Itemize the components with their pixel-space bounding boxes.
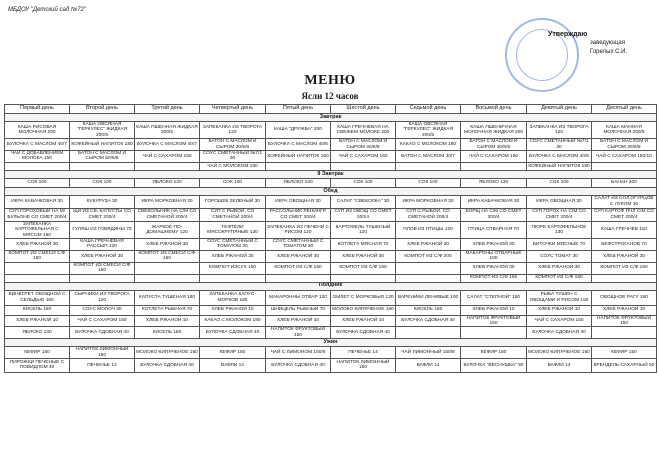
menu-cell: ЧАЙ ЛИМОННЫЙ 150/8 <box>396 347 461 359</box>
menu-cell: ПЕЧЕНЬЕ 14 <box>331 347 396 359</box>
approve-position: заведующая <box>590 40 625 46</box>
menu-cell: НАПИТОК ЛИМОННЫЙ 150 <box>70 347 135 359</box>
section-title: Ужин <box>5 339 657 347</box>
menu-cell: МАКАРОНЫ ОТВАРНЫЕ 100 <box>461 250 527 262</box>
menu-cell: ХЛЕБ РЖАНОЙ 10 <box>266 315 331 327</box>
menu-cell <box>70 274 135 282</box>
menu-cell: КАША ОВСЯНАЯ "ГЕРКУЛЕС" ЖИДКАЯ 200/5 <box>396 122 461 139</box>
menu-cell: СОУС СМЕТАННЫЙ С ТОМАТОМ 30 <box>200 239 266 251</box>
menu-cell <box>461 162 527 170</box>
menu-row <box>5 151 657 163</box>
day-header: Девятый день <box>527 105 592 114</box>
menu-cell: КАША РИСОВАЯ МОЛОЧНАЯ 200 <box>5 122 70 139</box>
menu-cell: ЗАПЕКАНКА КАПУС- МОРКОВ 180 <box>200 290 266 305</box>
menu-row <box>5 239 657 251</box>
menu-cell: ИКРА КАБАЧКОВАЯ 30 <box>461 195 527 208</box>
menu-cell: ЧАЙ С САХАРОМ 150/10 <box>592 151 657 163</box>
menu-row <box>5 290 657 305</box>
menu-cell: ЯБЛОКО 130 <box>461 178 527 187</box>
menu-cell: СОК 100 <box>331 178 396 187</box>
menu-cell: ХЛЕБ РЖАНОЙ 30 <box>5 239 70 251</box>
menu-cell: КАПУСТА ТУШЕНАЯ 180 <box>135 290 200 305</box>
menu-cell: БУЛОЧКА СДОБНАЯ 40 <box>527 327 592 339</box>
menu-cell: ХЛЕБ РЖАНОЙ 10 <box>135 315 200 327</box>
menu-cell: ЗАПЕКАНКА ИЗ ТВОРОГА 120 <box>527 122 592 139</box>
approve-title: Утверждаю <box>548 31 588 38</box>
day-header: Седьмой день <box>396 105 461 114</box>
menu-cell: БАТОН С МАСЛОМ И СЫРОМ 40/6/8 <box>331 139 396 151</box>
day-header: Шестой день <box>331 105 396 114</box>
menu-cell: ЯБЛОКО 130 <box>135 178 200 187</box>
section-header-row <box>5 282 657 290</box>
menu-cell: ХЛЕБ РЖАНОЙ 30 <box>461 262 527 274</box>
menu-cell: КОМПОТ ИЗ СМЕСИ С/Ф 150 <box>70 262 135 274</box>
menu-cell: ПИРОЖКИ ПЕЧЕНЫЕ С ПОВИДЛОМ 40 <box>5 358 70 372</box>
menu-cell: СОК 100 <box>396 178 461 187</box>
section-header-row <box>5 187 657 195</box>
menu-cell: ХЛЕБ РЖАНОЙ 30 <box>331 250 396 262</box>
menu-cell: ЧАЙ С МОЛОКОМ 180 <box>200 162 266 170</box>
menu-cell <box>266 274 331 282</box>
menu-row <box>5 195 657 208</box>
menu-cell: СОУС СМЕТАННЫЙ С ТОМАТОМ 30 <box>266 239 331 251</box>
menu-cell: КРЕНДЕЛЬ САХАРНЫЙ 50 <box>592 358 657 372</box>
menu-cell: БУЛОЧКА СДОБНАЯ 40 <box>266 358 331 372</box>
menu-cell: СОУС МОЛОЧ 30 <box>70 305 135 315</box>
section-header-row <box>5 114 657 122</box>
menu-cell: БУЛОЧКА С МАСЛОМ 40/6 <box>266 139 331 151</box>
menu-cell: ХЛЕБ РЖАНОЙ 30 <box>70 250 135 262</box>
menu-row <box>5 358 657 372</box>
menu-cell: ИКРА МОРКОВНАЯ 30 <box>396 195 461 208</box>
menu-cell <box>5 162 70 170</box>
menu-cell: СОУС СМЕТАННЫЙ №7/1 30 <box>200 151 266 163</box>
menu-cell: КАША МАННАЯ МОЛОЧНАЯ 200/5 <box>592 122 657 139</box>
menu-cell: САЛАТ ИЗ СОЛ.ОГУРЦОВ С ЛУКОМ 30 <box>592 195 657 208</box>
day-header: Пятый день <box>266 105 331 114</box>
menu-cell: КЕФИР 150 <box>461 347 527 359</box>
menu-cell: ХЛЕБ РЖАНОЙ 30 <box>461 239 527 251</box>
menu-cell: СОУС СМЕТАННЫЙ №7/1 30 <box>527 139 592 151</box>
menu-cell: КАРТОФЕЛЬ ТУШЕНЫЙ 120 <box>331 221 396 238</box>
menu-cell: ЧАЙ С САХАРОМ 150 <box>70 315 135 327</box>
menu-cell <box>396 274 461 282</box>
menu-cell: ЧАЙ С САХАРОМ 150 <box>527 315 592 327</box>
menu-cell: БУЛОЧКА С МАСЛОМ 40/7 <box>5 139 70 151</box>
menu-row <box>5 139 657 151</box>
section-header-row <box>5 170 657 178</box>
menu-cell: БАНАН 200 <box>592 178 657 187</box>
menu-cell: СОК 100 <box>70 178 135 187</box>
menu-cell: КАКАО С МОЛОКОМ 180 <box>200 315 266 327</box>
menu-cell: ЗАПЕКАНКА ИЗ ПЕЧЕНИ С РИСОМ 120 <box>266 221 331 238</box>
menu-cell: КОМПОТ ИЗСУХ 150 <box>200 262 266 274</box>
menu-cell: БУЛОЧКА С МАСЛОМ 40/7 <box>135 139 200 151</box>
menu-cell: САЛАТ "СТЕПНОЙ" 150 <box>461 290 527 305</box>
section-title: Завтрак <box>5 114 657 122</box>
menu-cell: ПЮРЕ КАРТОФЕЛЬНОЕ 130 <box>527 221 592 238</box>
menu-cell: ХЛЕБ РЖАНОЙ 10 <box>592 305 657 315</box>
menu-cell: ВАФЛИ 14 <box>396 358 461 372</box>
menu-cell: ГУЛЯШ ИЗ ГОВЯДИНЫ 70 <box>70 221 135 238</box>
menu-cell: КОМПОТ ИЗ С/Ф 150 <box>331 262 396 274</box>
menu-cell <box>135 274 200 282</box>
menu-cell <box>200 274 266 282</box>
menu-cell: БУЛОЧКА СДОБНАЯ 40 <box>135 358 200 372</box>
menu-cell: СЫРНИКИ ИЗ ТВОРОГА 120 <box>70 290 135 305</box>
menu-cell: КЕФИР 150 <box>592 347 657 359</box>
menu-cell: ХЛЕБ РЖАНОЙ 10 <box>331 315 396 327</box>
section-title: Полдник <box>5 282 657 290</box>
menu-cell: ПЛОВ ИЗ ПТИЦЫ 120 <box>396 221 461 238</box>
organization-name: МБДОУ "Детский сад №72" <box>8 7 87 13</box>
menu-cell: НАПИТОК ФРУКТОВЫЙ 150 <box>461 315 527 327</box>
menu-cell: КОФЕЙНЫЙ НАПИТОК 180 <box>70 139 135 151</box>
day-header: Восьмой день <box>461 105 527 114</box>
menu-cell: БАТОН С МАСЛОМ И СЫРОМ 50/6/6 <box>70 151 135 163</box>
menu-cell: КАКАО С МОЛОКОМ 180 <box>396 139 461 151</box>
menu-cell: КОФЕЙНЫЙ НАПИТОК 160 <box>266 151 331 163</box>
menu-cell: КЕФИР 150 <box>5 347 70 359</box>
menu-cell: КОТЛЕТА РЫБНАЯ 70 <box>135 305 200 315</box>
page-subtitle: Ясли 12 часов <box>301 91 359 101</box>
menu-cell: ИКРА ОВОЩНАЯ 30 <box>527 195 592 208</box>
menu-cell: СВЕКОЛЬНИК НА С/М СО СМЕТАНОЙ 200/4 <box>135 208 200 221</box>
menu-cell: ХЛЕБ РЖАНОЙ 10 <box>461 305 527 315</box>
menu-cell <box>461 327 527 339</box>
menu-cell: ЧАЙ С ЛИМОНОМ 150/5 <box>266 347 331 359</box>
menu-cell: КАША "ДРУЖБА" 200 <box>266 122 331 139</box>
menu-cell: КИСЕЛЬ 180 <box>135 327 200 339</box>
menu-table <box>4 104 657 373</box>
menu-cell: ХЛЕБ РЖАНОЙ 30 <box>266 250 331 262</box>
menu-cell: СОК 100 <box>527 178 592 187</box>
menu-cell: ВИНЕГРЕТ ОВОЩНОЙ С СЕЛЬДЬЮ 160 <box>5 290 70 305</box>
approve-name: Горелых С.И. <box>590 49 628 55</box>
menu-cell: САЛАТ "СВЕКОЛКА" 30 <box>331 195 396 208</box>
menu-cell <box>331 162 396 170</box>
menu-cell <box>592 327 657 339</box>
menu-cell: ИКРА ОВОЩНАЯ 30 <box>266 195 331 208</box>
menu-cell: КОМПОТ ИЗ С/Ф 150 <box>592 262 657 274</box>
menu-cell: КАША ГРЕЧНЕВАЯ НА СВЕЖЕМ МОЛОКЕ 200 <box>331 122 396 139</box>
menu-cell: КОФЕЙНЫЙ НАПИТОК 180 <box>528 163 590 169</box>
menu-cell: ЗАПЕКАНКА КАРТОФЕЛЬНАЯ С МЯСОМ 150 <box>5 221 70 238</box>
menu-cell: КИСЕЛЬ 180 <box>5 305 70 315</box>
menu-cell: ОМЛЕТ С МОРКОВЬЮ 130 <box>331 290 396 305</box>
menu-row <box>5 122 657 139</box>
menu-cell <box>70 162 135 170</box>
menu-cell: МОЛОКО КИПЯЧЕНОЕ 150 <box>527 347 592 359</box>
menu-row <box>5 327 657 339</box>
menu-cell: КАША ОВСЯНАЯ "ГЕРКУЛЕС" ЖИДКАЯ 200/5 <box>70 122 135 139</box>
menu-cell: СУП С РЫБОЙ, СО СМЕТАНОЙ 200/4 <box>396 208 461 221</box>
section-title: II Завтрак <box>5 170 657 178</box>
section-title: Обед <box>5 187 657 195</box>
menu-cell: БЕФСТРОГАНОВ 70 <box>592 239 657 251</box>
menu-cell: БУЛОЧКА С МАСЛОМ 40/6 <box>527 151 592 163</box>
menu-cell: КАША ПШЕННАЯ ЖИДКАЯ 200/5 <box>135 122 200 139</box>
menu-cell: БУЛОЧКА СДОБНАЯ 40 <box>70 327 135 339</box>
menu-cell: ХЛЕБ РЖАНОЙ 30 <box>200 250 266 262</box>
menu-cell: ХЛЕБ РЖАНОЙ 30 <box>396 239 461 251</box>
menu-cell: ЩИ ИЗ СВ. КАПУСТЫ СО СМЕТ 200/4 <box>70 208 135 221</box>
menu-cell: БОРЩ НА С/М СО СМЕТ 200/4 <box>461 208 527 221</box>
menu-cell: ЧАЙ С ДОБАВЛЕНИЕМ МОЛОКА 150 <box>5 151 70 163</box>
menu-cell: БУЛОЧКА СДОБНАЯ 40 <box>200 327 266 339</box>
menu-cell: КУКУРУЗА 30 <box>70 195 135 208</box>
day-header: Четвертый день <box>200 105 266 114</box>
menu-row <box>5 315 657 327</box>
menu-cell: ПЕЧЕНЬЕ 14 <box>70 358 135 372</box>
menu-cell: БАТОН С МАСЛОМ И СЫРОМ 30/6/8 <box>461 139 527 151</box>
menu-cell: СУП С РЫБОЙ, СО СМЕТАНОЙ 200/4 <box>200 208 266 221</box>
menu-cell: СОК 100 <box>5 178 70 187</box>
day-header: Третий день <box>135 105 200 114</box>
menu-cell: КОМПОТ ИЗ С/Ф 200 <box>396 250 461 262</box>
menu-cell: ЧАЙ С САХАРОМ 150 <box>461 151 527 163</box>
page-title: МЕНЮ <box>304 73 356 88</box>
menu-cell: СОУС ТОМАТ 30 <box>527 250 592 262</box>
menu-row <box>5 162 657 170</box>
menu-cell: ОВОЩНОЕ РАГУ 180 <box>592 290 657 305</box>
menu-cell: БАТОН С МАСЛОМ 30/7 <box>396 151 461 163</box>
menu-cell: ХЛЕБ РЖАНОЙ 10 <box>200 305 266 315</box>
menu-cell <box>5 274 70 282</box>
day-header: Первый день <box>5 105 70 114</box>
menu-cell: ЖАРКОЕ ПО-ДОМАШНЕМУ 120 <box>135 221 200 238</box>
menu-cell: ХЛЕБ РЖАНОЙ 10 <box>527 305 592 315</box>
menu-cell: ПТИЦА ОТВАРНАЯ 70 <box>461 221 527 238</box>
day-header: Десятый день <box>592 105 657 114</box>
menu-cell: КАША ГРЕЧНЕВАЯ РАССЫП 120 <box>70 239 135 251</box>
menu-cell: ИКРА КАБАЧКОВАЯ 30 <box>5 195 70 208</box>
menu-cell: ШНИЦЕЛЬ РЫБНЫЙ 70 <box>266 305 331 315</box>
menu-cell: КОМПОТ ИЗ СМЕСИ С/Ф 150 <box>135 250 200 262</box>
menu-cell: БУЛОЧКА "ВЕСНУШКА" 50 <box>461 358 527 372</box>
menu-row <box>5 208 657 221</box>
menu-cell: КОМПОТ ИЗ С/Ф 150 <box>266 262 331 274</box>
menu-row <box>5 347 657 359</box>
menu-cell <box>331 274 396 282</box>
section-header-row <box>5 339 657 347</box>
menu-cell: КИСЕЛЬ 180 <box>396 305 461 315</box>
menu-cell: ХЛЕБ РЖАНОЙ 30 <box>135 239 200 251</box>
menu-cell: БИТОЧКИ МЯСНЫЕ 70 <box>527 239 592 251</box>
approval-block <box>548 30 627 57</box>
menu-cell: ХЛЕБ РЖАНОЙ 30 <box>592 250 657 262</box>
menu-cell <box>396 262 461 274</box>
menu-cell: ВАФЛИ 14 <box>527 358 592 372</box>
menu-row <box>5 262 657 274</box>
menu-cell: ЯБЛОКО 130 <box>266 178 331 187</box>
menu-cell: БУЛОЧКА СДОБНАЯ 40 <box>396 315 461 327</box>
menu-cell: ЯБЛОКО 130 <box>5 327 70 339</box>
menu-cell <box>5 262 70 274</box>
menu-cell: КОМПОТ ИЗ СМЕСИ С/Ф 150 <box>5 250 70 262</box>
menu-cell: ЗАПЕКАНКА ИЗ ТВОРОГА 120 <box>200 122 266 139</box>
menu-cell: НАПИТОК ЛИМОННЫЙ 150 <box>331 358 396 372</box>
menu-cell: КАША ПШЕНИЧНАЯ МОЛОЧНАЯ ЖИДКАЯ 200 <box>461 122 527 139</box>
menu-cell: ЧАЙ С САХАРОМ 150 <box>135 151 200 163</box>
menu-cell <box>396 162 461 170</box>
menu-cell: НАПИТОК ФРУКТОВЫЙ 150 <box>592 315 657 327</box>
menu-cell: ТЕФТЕЛИ МЯСОКРУПЯНЫЕ 130 <box>200 221 266 238</box>
menu-cell: ХЛЕБ РЖАНОЙ 30 <box>527 262 592 274</box>
menu-cell <box>396 327 461 339</box>
menu-cell <box>592 162 657 170</box>
menu-cell <box>592 274 657 282</box>
day-header-row <box>5 105 657 114</box>
menu-cell: ХЛЕБ РЖАНОЙ 10 <box>5 315 70 327</box>
menu-cell: КОТЛЕТА МЯСНАЯ 70 <box>331 239 396 251</box>
menu-cell: ЧАЙ С САХАРОМ 150 <box>331 151 396 163</box>
menu-row <box>5 178 657 187</box>
menu-cell: ИКРА МОРКОВНАЯ 30 <box>135 195 200 208</box>
menu-cell: ГОРОШЕК ЗЕЛЕНЫЙ 30 <box>200 195 266 208</box>
menu-cell: БУЛОЧКА СДОБНАЯ 40 <box>331 327 396 339</box>
menu-body <box>5 114 657 373</box>
menu-cell <box>135 162 200 170</box>
menu-cell: СУП КАРТОФ ПЧЛ С/М СО СМЕТ 200/4 <box>592 208 657 221</box>
menu-cell: РЫБА ТУШЕН С ОВОЩАМИ И РИСОМ 150 <box>527 290 592 305</box>
menu-cell: КЕФИР 150 <box>200 347 266 359</box>
menu-cell: КОМПОТ ИЗ С/Ф 150 <box>461 274 527 282</box>
menu-cell: СУП ИЗ ОВОЩ СО СМЕТ 200/4 <box>331 208 396 221</box>
menu-cell: НАПИТОК ФРУКТОВЫЙ 150 <box>266 327 331 339</box>
menu-cell <box>266 162 331 170</box>
menu-cell <box>135 262 200 274</box>
menu-cell: ВАФЛИ 14 <box>200 358 266 372</box>
menu-cell: КАША ГРЕЧНЕВ 110 <box>592 221 657 238</box>
menu-row <box>5 274 657 282</box>
menu-cell: ВАРЕНИКИ ЛЕНИВЫЕ 100 <box>396 290 461 305</box>
menu-cell: БАТОН С МАСЛОМ И СЫРОМ 30/6/8 <box>592 139 657 151</box>
menu-cell: СУП ГОРОХ НА С/М СО СМЕТ 200/4 <box>527 208 592 221</box>
menu-cell: РАССОЛЬНИК ЛЕНИНГР. СО СМЕТ 200/4 <box>266 208 331 221</box>
menu-row <box>5 221 657 238</box>
menu-cell: МОЛОКО КИПЯЧЕНОЕ 150 <box>135 347 200 359</box>
menu-row <box>5 250 657 262</box>
menu-cell: СУП ГОРОХОВЫЙ НА М/ БУЛЬОНЕ СО СМЕТ 200/4 <box>5 208 70 221</box>
menu-cell: КОМПОТ ИЗ С/Ф 150 <box>527 274 592 282</box>
menu-row <box>5 305 657 315</box>
menu-cell: БАТОН С МАСЛОМ И СЫРОМ 30/6/8 <box>200 139 266 151</box>
day-header: Второй день <box>70 105 135 114</box>
menu-cell: СОК 100 <box>200 178 266 187</box>
menu-cell: МАКАРОННЫ ОТВАР 120 <box>266 290 331 305</box>
menu-cell: МОЛОКО КИПЯЧЕНОЕ 180 <box>331 305 396 315</box>
